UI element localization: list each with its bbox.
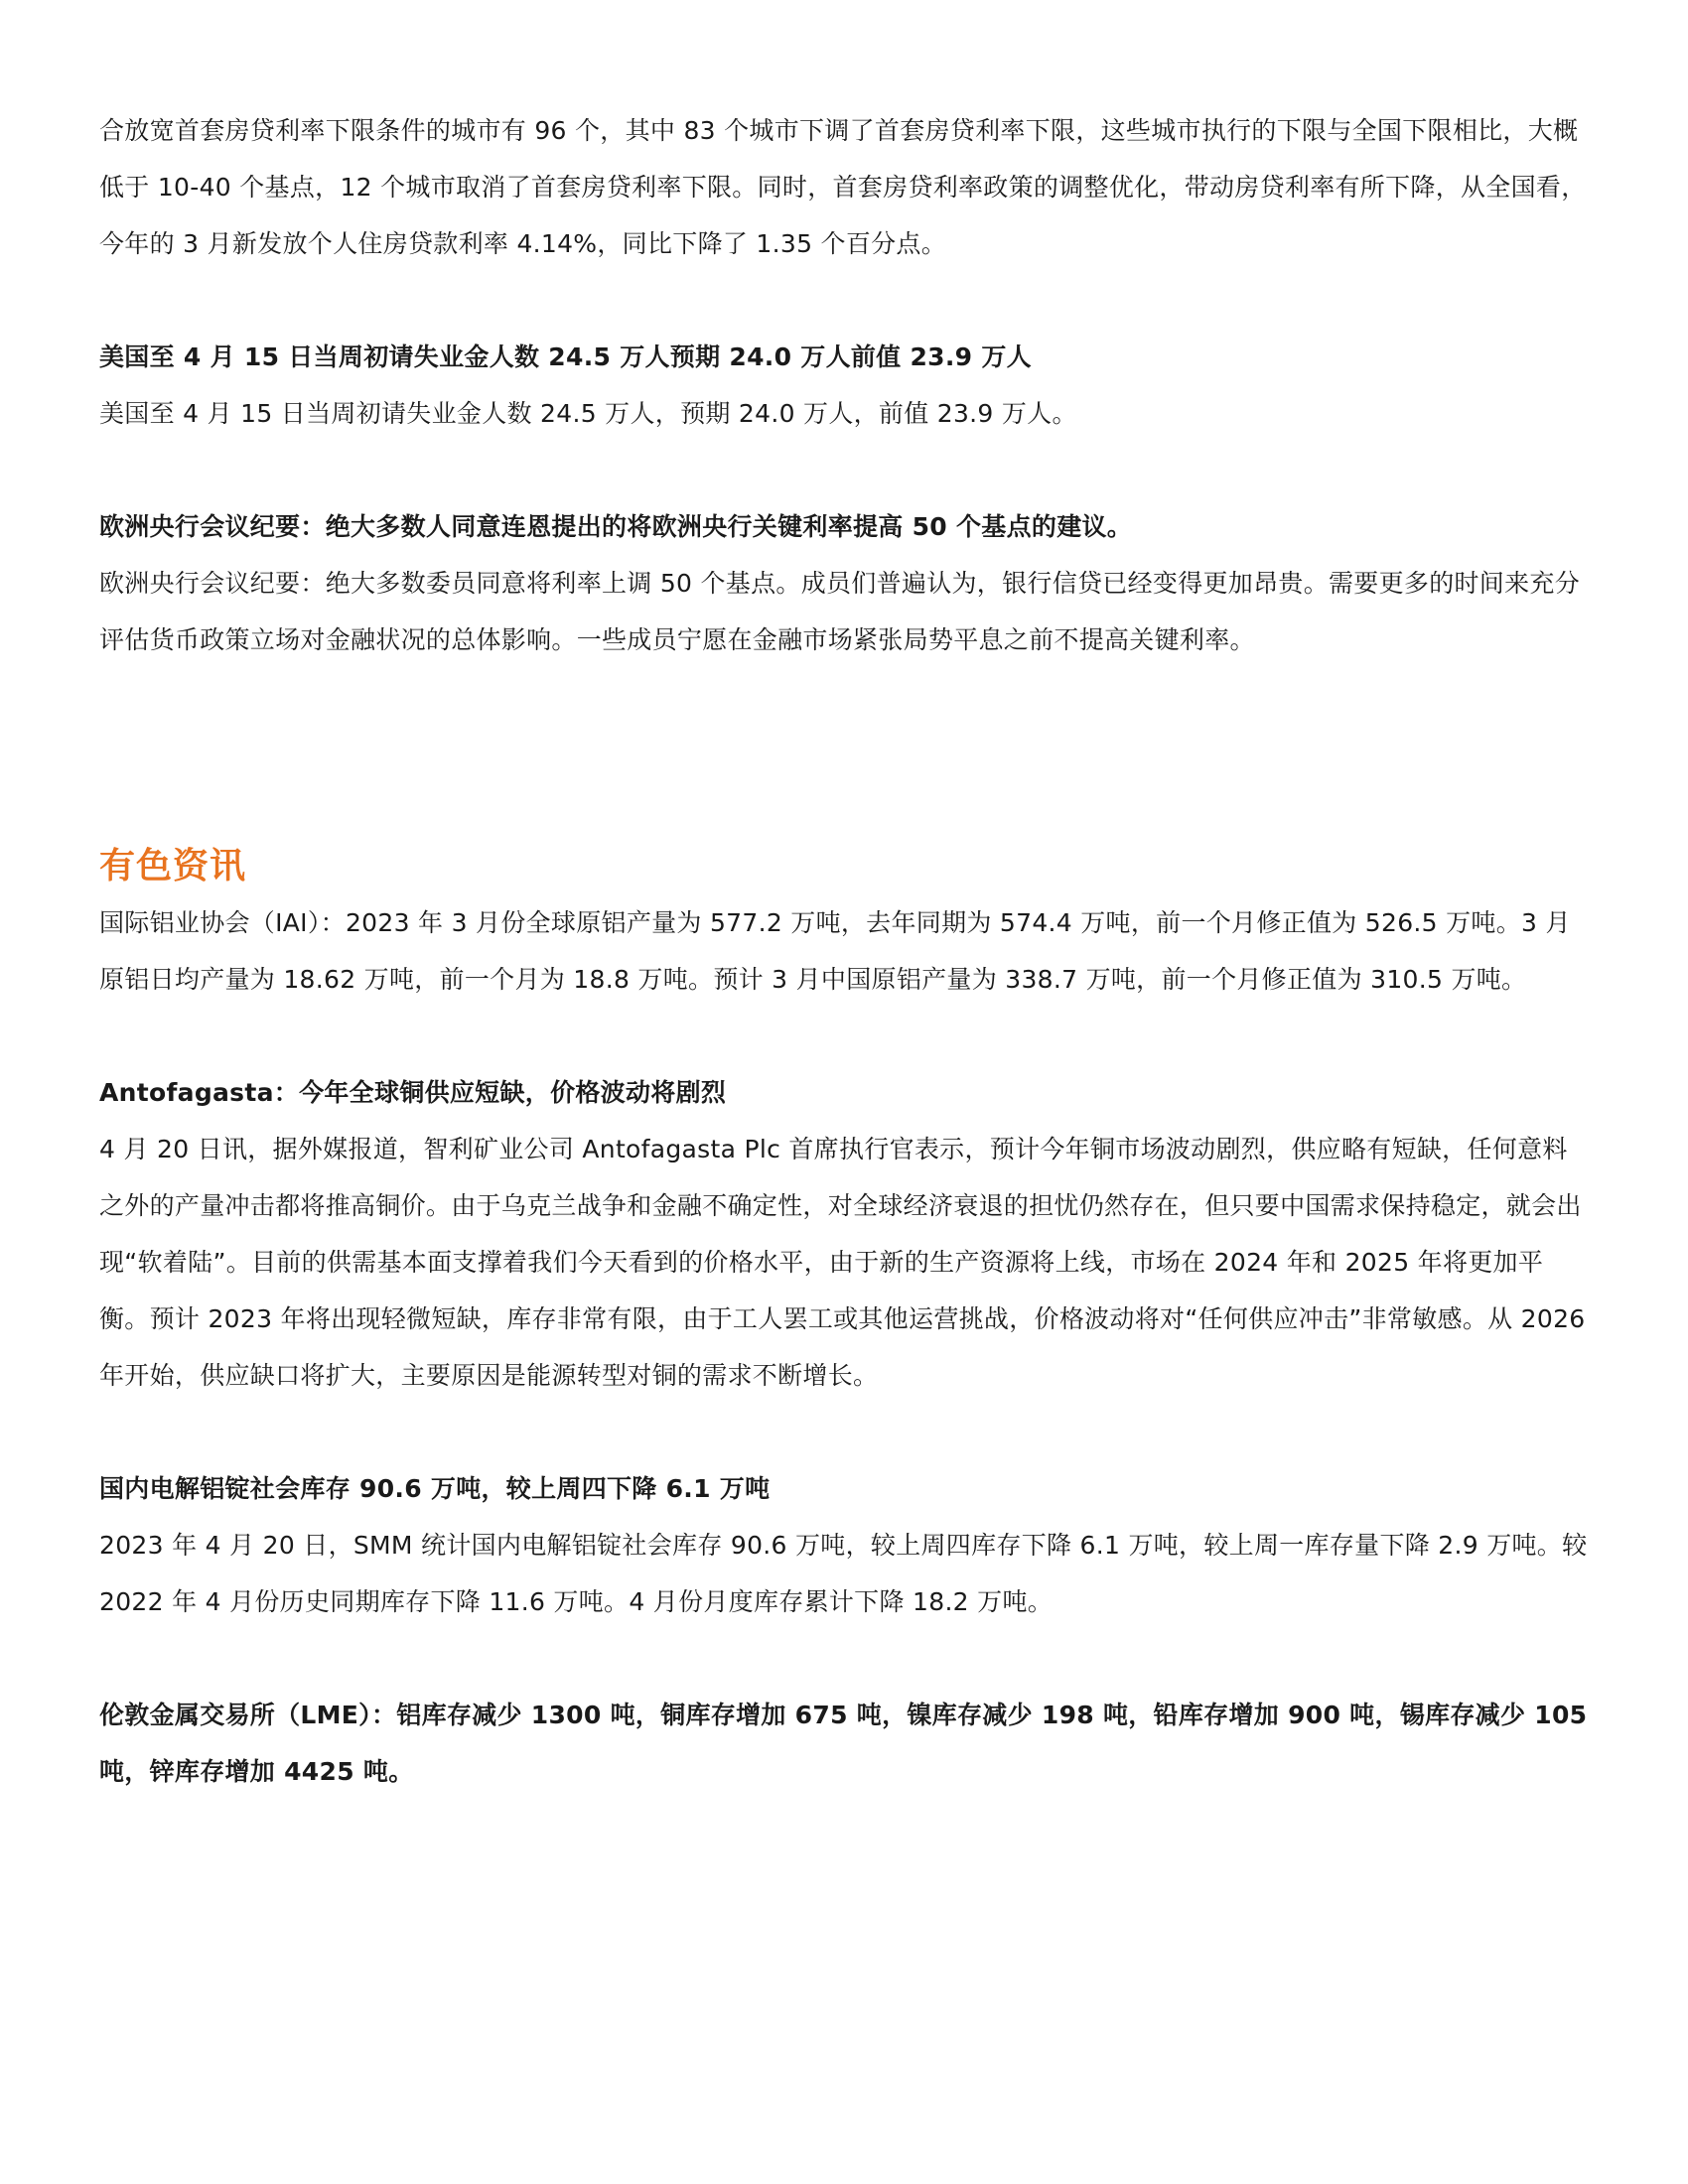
smm-headline: 国内电解铝锭社会库存 90.6 万吨，较上周四下降 6.1 万吨 <box>99 1474 771 1503</box>
spacer <box>99 272 1589 329</box>
ecb-paragraph: 欧洲央行会议纪要：绝大多数委员同意将利率上调 50 个基点。成员们普遍认为，银行信贷已经变得更加昂贵。需要更多的时间来充分评估货币政策立场对金融状况的总体影响。一些成员宁愿在金融市场紧张局势平息之前不提高关键利率。 <box>99 569 1581 654</box>
spacer <box>99 1404 1589 1460</box>
spacer <box>99 442 1589 498</box>
document-page <box>99 102 1589 1800</box>
antofagasta-paragraph: 4 月 20 日讯，据外媒报道，智利矿业公司 Antofagasta Plc 首席执行官表示，预计今年铜市场波动剧烈，供应略有短缺，任何意料之外的产量冲击都将推高铜价。由于乌克兰战争和金融不确定性，对全球经济衰退的担忧仍然存在，但只要中国需求保持稳定，就会出现“软着陆”。目前的供需基本面支撑着我们今天看到的价格水平，由于新的生产资源将上线，市场在 2024 年和 2025 年将更加平衡。预计 2023 年将出现轻微短缺，库存非常有限，由于工人罢工或其他运营挑战，价格波动将对“任何供应冲击”非常敏感。从 2026 年开始，供应缺口将扩大，主要原因是能源转型对铜的需求不断增长。 <box>99 1135 1586 1390</box>
spacer <box>99 668 1589 838</box>
section-title: 有色资讯 <box>99 846 247 887</box>
spacer <box>99 1630 1589 1687</box>
spacer <box>99 1008 1589 1064</box>
smm-paragraph: 2023 年 4 月 20 日，SMM 统计国内电解铝锭社会库存 90.6 万吨，较上周四库存下降 6.1 万吨，较上周一库存量下降 2.9 万吨。较 2022 年 4 月份历史同期库存下降 11.6 万吨。4 月份月度库存累计下降 18.2 万吨。 <box>99 1531 1588 1616</box>
iai-paragraph: 国际铝业协会（IAI）：2023 年 3 月份全球原铝产量为 577.2 万吨，去年同期为 574.4 万吨，前一个月修正值为 526.5 万吨。3 月原铝日均产量为 18.62 万吨，前一个月为 18.8 万吨。预计 3 月中国原铝产量为 338.7 万吨，前一个月修正值为 310.5 万吨。 <box>99 908 1571 994</box>
ecb-headline: 欧洲央行会议纪要：绝大多数人同意连恩提出的将欧洲央行关键利率提高 50 个基点的建议。 <box>99 512 1133 541</box>
us-jobless-headline: 美国至 4 月 15 日当周初请失业金人数 24.5 万人预期 24.0 万人前值 23.9 万人 <box>99 342 1032 371</box>
intro-paragraph: 合放宽首套房贷利率下限条件的城市有 96 个，其中 83 个城市下调了首套房贷利率下限，这些城市执行的下限与全国下限相比，大概低于 10-40 个基点，12 个城市取消了首套房贷利率下限。同时，首套房贷利率政策的调整优化，带动房贷利率有所下降，从全国看，今年的 3 月新发放个人住房贷款利率 4.14%，同比下降了 1.35 个百分点。 <box>99 116 1587 258</box>
lme-headline: 伦敦金属交易所（LME）：铝库存减少 1300 吨，铜库存增加 675 吨，镍库存减少 198 吨，铅库存增加 900 吨，锡库存减少 105 吨，锌库存增加 4425 吨。 <box>99 1701 1588 1786</box>
us-jobless-paragraph: 美国至 4 月 15 日当周初请失业金人数 24.5 万人，预期 24.0 万人，前值 23.9 万人。 <box>99 399 1077 428</box>
antofagasta-headline: Antofagasta：今年全球铜供应短缺，价格波动将剧烈 <box>99 1078 727 1107</box>
